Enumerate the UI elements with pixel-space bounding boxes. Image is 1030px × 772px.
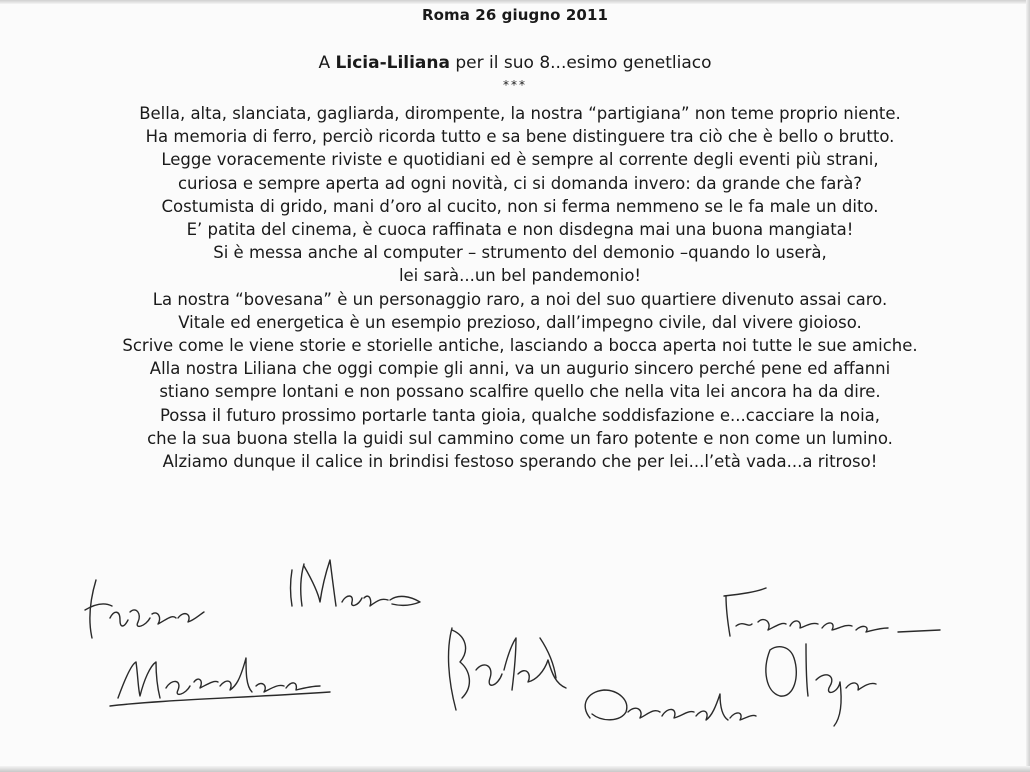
signature-olga	[766, 644, 876, 726]
poem-line: Legge voracemente riviste e quotidiani ed è sempre al corrente degli eventi più strani,	[161, 150, 879, 170]
poem-line: Bella, alta, slanciata, gagliarda, dirompente, la nostra “partigiana” non teme proprio niente.	[139, 104, 901, 123]
poem-line: Possa il futuro prossimo portarle tanta gioia, qualche soddisfazione e...cacciare la noia,	[159, 405, 881, 425]
signatures-drawing	[0, 540, 1030, 765]
poem-line: Costumista di grido, mani d’oro al cucito, non si ferma nemmeno se le fa male un dito.	[161, 196, 879, 216]
dedication-line	[0, 53, 1030, 73]
poem-line: che la sua buona stella la guidi sul cammino come un faro potente e non come un lumino.	[147, 428, 893, 448]
poem-body	[95, 102, 945, 473]
poem-line: Alla nostra Liliana che oggi compie gli anni, va un augurio sincero perché pene ed affanni	[149, 359, 891, 379]
place-date-heading: Roma 26 giugno 2011	[421, 6, 609, 24]
poem-line: Ha memoria di ferro, perciò ricorda tutto e sa bene distinguere tra ciò che è bello o brutto.	[145, 127, 895, 147]
signature-francesca	[724, 588, 940, 636]
poem-line: Vitale ed energetica è un esempio prezioso, dall’impegno civile, dal vivere gioioso.	[178, 312, 862, 332]
dedication-prefix: A	[318, 53, 336, 73]
poem-line: E’ patita del cinema, è cuoca raffinata e non disdegna mai una buona mangiata!	[186, 220, 854, 240]
signature-amedeo	[585, 690, 756, 720]
poem-line: Alziamo dunque il calice in brindisi festoso sperando che per lei...l’età vada...a ritroso!	[162, 452, 878, 472]
poem-line: curiosa e sempre aperta ad ogni novità, ci si domanda invero: da grande che farà?	[177, 173, 863, 193]
signature-marina	[291, 560, 421, 606]
poem-line: Scrive come le viene storie e storielle antiche, lasciando a bocca aperta noi tutte le sue amiche.	[122, 336, 918, 356]
signatures-area	[0, 540, 1030, 765]
signature-roberta	[449, 628, 566, 710]
poem-line: Si è messa anche al computer – strumento del demonio –quando lo userà,	[213, 243, 827, 263]
scan-top-edge	[0, 0, 1030, 4]
poem-line: La nostra “bovesana” è un personaggio raro, a noi del suo quartiere divenuto assai caro.	[152, 289, 888, 309]
signature-andrea	[85, 580, 204, 638]
poem-line: stiano sempre lontani e non possano scalfire quello che nella vita lei ancora ha da dire.	[159, 382, 881, 402]
dedication-name: Licia-Liliana	[335, 53, 450, 73]
separator-stars: ***	[503, 78, 527, 92]
poem-line: lei sarà...un bel pandemonio!	[398, 266, 642, 286]
signature-maria-luisa	[110, 658, 330, 706]
scan-bottom-edge	[0, 766, 1030, 772]
dedication-suffix: per il suo 8...esimo genetliaco	[449, 53, 712, 73]
